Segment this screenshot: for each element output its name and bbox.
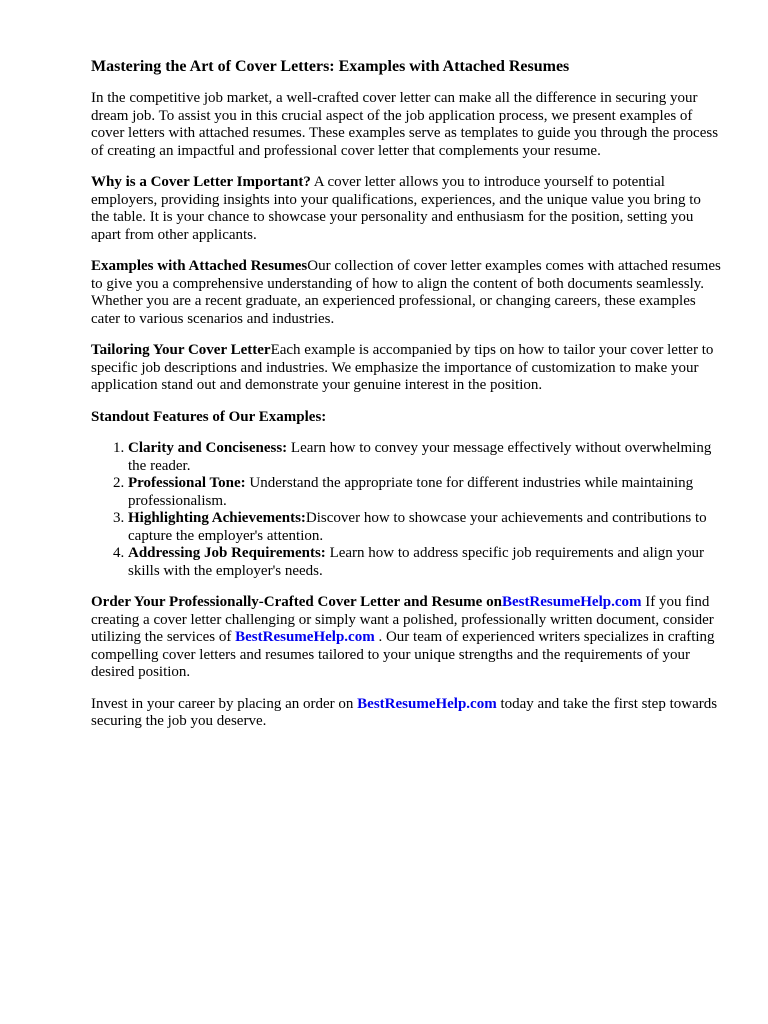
run-in-heading: Tailoring Your Cover Letter (91, 342, 271, 358)
item-text: Discover how to showcase your achievements and contributions to capture the employer's attention. (128, 510, 707, 544)
bestresumehelp-link[interactable]: BestResumeHelp.com (235, 629, 375, 645)
section-why-cover-letter-important (91, 174, 721, 244)
order-text: If you find creating a cover letter challenging or simply want a polished, professionally written document, consider utilizing the services of (91, 594, 714, 645)
features-list (91, 440, 721, 580)
invest-text: today and take the first step towards securing the job you deserve. (91, 695, 718, 729)
features-heading: Standout Features of Our Examples: (91, 408, 327, 425)
section-body: Each example is accompanied by tips on how to tailor your cover letter to specific job descriptions and industries. We emphasize the importance of customization to make your application stand out and demonstrate your genuine interest in the position. (91, 342, 714, 393)
list-item-clarity (128, 440, 721, 475)
item-text: Understand the appropriate tone for different industries while maintaining professionalism. (128, 475, 694, 509)
order-text: . Our team of experienced writers specializes in crafting compelling cover letters and resumes tailored to your unique strengths and the requirements of your desired position. (91, 629, 715, 680)
item-label: Highlighting Achievements: (128, 510, 306, 526)
section-examples-with-attached-resumes (91, 258, 721, 328)
section-body: A cover letter allows you to introduce yourself to potential employers, providing insights into your qualifications, experiences, and the unique value you bring to the table. It is your chance to showcase your personality and enthusiasm for the position, setting you apart from other applicants. (91, 174, 701, 243)
order-paragraph (91, 594, 721, 682)
invest-paragraph (91, 696, 721, 731)
item-text: Learn how to convey your message effectively without overwhelming the reader. (128, 440, 712, 474)
item-label: Clarity and Conciseness: (128, 440, 288, 456)
list-item-addressing-job-requirements (128, 545, 721, 580)
invest-text: Invest in your career by placing an order on (91, 695, 358, 712)
bestresumehelp-link[interactable]: BestResumeHelp.com (501, 594, 642, 610)
item-label: Addressing Job Requirements: (128, 545, 326, 561)
run-in-heading: Why is a Cover Letter Important? (91, 174, 311, 190)
order-bold-lead: Order Your Professionally-Crafted Cover Letter and Resume on (91, 594, 502, 610)
list-item-professional-tone (128, 475, 721, 510)
run-in-heading: Examples with Attached Resumes (91, 258, 308, 274)
section-tailoring-your-cover-letter (91, 342, 721, 395)
section-body: Our collection of cover letter examples comes with attached resumes to give you a comprehensive understanding of how to align the content of both documents seamlessly. Whether you are a recent graduate, an experienced professional, or changing careers, these examples cater to various scenarios and industries. (91, 258, 721, 327)
intro-paragraph: In the competitive job market, a well-crafted cover letter can make all the difference in securing your dream job. To assist you in this crucial aspect of the job application process, we present examples of cover letters with attached resumes. These examples serve as templates to guide you through the process of creating an impactful and professional cover letter that complements your resume. (91, 90, 719, 159)
list-item-highlighting-achievements (128, 510, 721, 545)
doc-title: Mastering the Art of Cover Letters: Examples with Attached Resumes (91, 58, 570, 75)
item-label: Professional Tone: (128, 475, 246, 491)
bestresumehelp-link[interactable]: BestResumeHelp.com (357, 695, 497, 712)
item-text: Learn how to address specific job requirements and align your skills with the employer's needs. (128, 545, 705, 579)
